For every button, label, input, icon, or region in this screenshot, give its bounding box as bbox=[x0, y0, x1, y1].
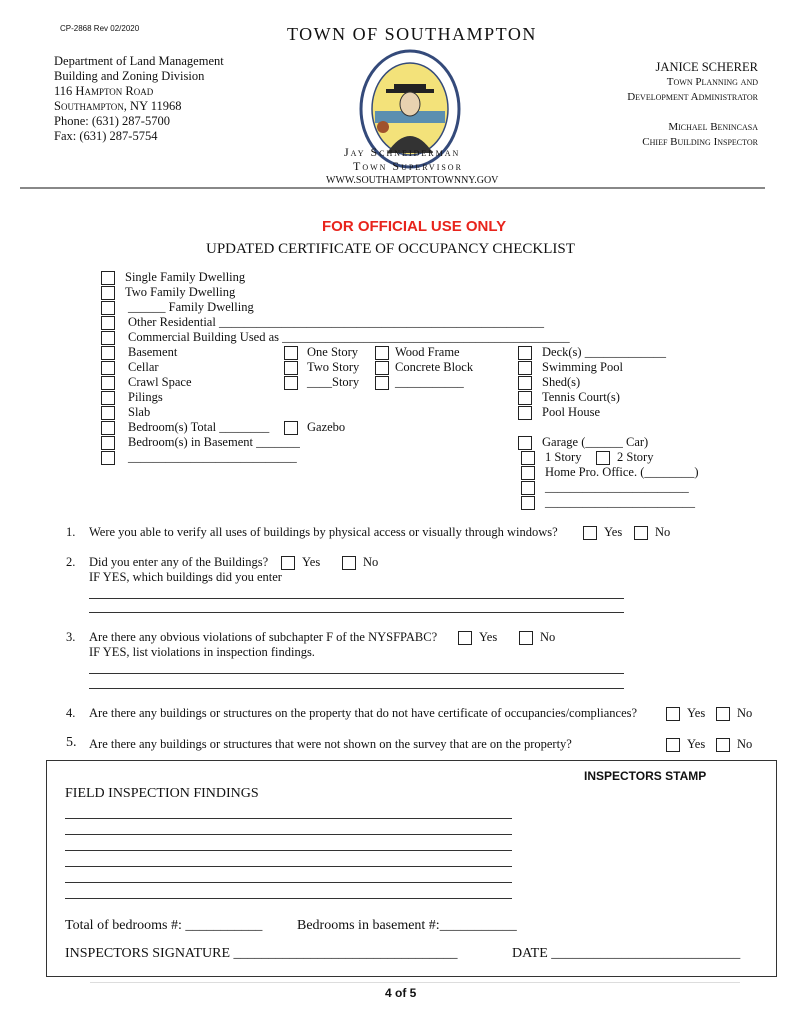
answer-line[interactable] bbox=[89, 612, 624, 613]
checklist-label: Home Pro. Office. (________) bbox=[545, 465, 699, 479]
checklist-label: ___________ bbox=[395, 375, 464, 389]
findings-line[interactable] bbox=[65, 882, 512, 883]
official-use-label: FOR OFFICIAL USE ONLY bbox=[322, 218, 507, 235]
yes-label: Yes bbox=[302, 555, 321, 569]
no-checkbox[interactable] bbox=[519, 631, 533, 645]
question-number: 1. bbox=[66, 525, 76, 539]
checklist-label: Wood Frame bbox=[395, 345, 460, 359]
checkbox[interactable] bbox=[375, 361, 389, 375]
footer-divider bbox=[90, 982, 740, 983]
checklist-label: Two Family Dwelling bbox=[125, 285, 236, 299]
dept-address bbox=[54, 54, 224, 144]
checkbox[interactable] bbox=[521, 466, 535, 480]
checklist-label: Crawl Space bbox=[128, 375, 192, 389]
checkbox[interactable] bbox=[518, 406, 532, 420]
checkbox[interactable] bbox=[101, 271, 115, 285]
yes-label: Yes bbox=[687, 706, 706, 720]
findings-line[interactable] bbox=[65, 834, 512, 835]
checkbox[interactable] bbox=[284, 361, 298, 375]
answer-line[interactable] bbox=[89, 598, 624, 599]
no-label: No bbox=[737, 737, 753, 751]
checklist-label: Tennis Court(s) bbox=[542, 390, 620, 404]
checkbox[interactable] bbox=[101, 436, 115, 450]
checkbox[interactable] bbox=[101, 406, 115, 420]
supervisor-title: Town Supervisor bbox=[353, 159, 463, 173]
checklist-label: Basement bbox=[128, 345, 178, 359]
checkbox[interactable] bbox=[101, 451, 115, 465]
findings-line[interactable] bbox=[65, 866, 512, 867]
question-number: 3. bbox=[66, 630, 76, 644]
checklist-label: ______ Family Dwelling bbox=[128, 300, 254, 314]
no-checkbox[interactable] bbox=[716, 707, 730, 721]
yes-checkbox[interactable] bbox=[281, 556, 295, 570]
dept-phone: Phone: (631) 287-5700 bbox=[54, 114, 170, 128]
findings-line[interactable] bbox=[65, 818, 512, 819]
official-title: Town Planning and bbox=[666, 76, 758, 88]
checklist-label: 2 Story bbox=[617, 450, 654, 464]
checklist-label: Bedroom(s) Total ________ bbox=[128, 420, 270, 434]
yes-label: Yes bbox=[604, 525, 623, 539]
total-bedrooms-field[interactable]: Total of bedrooms #: ___________ bbox=[65, 918, 263, 933]
checkbox[interactable] bbox=[101, 376, 115, 390]
checklist-label: ___________________________ bbox=[128, 450, 297, 464]
checkbox[interactable] bbox=[101, 316, 115, 330]
question-text: Were you able to verify all uses of buildings by physical access or visually through windows? bbox=[89, 525, 558, 539]
findings-line[interactable] bbox=[65, 850, 512, 851]
official-title: Development Administrator bbox=[627, 91, 758, 103]
checklist-label: Gazebo bbox=[307, 420, 346, 434]
official-title: Chief Building Inspector bbox=[642, 136, 758, 148]
date-field[interactable]: DATE ___________________________ bbox=[512, 946, 741, 961]
checkbox[interactable] bbox=[518, 346, 532, 360]
checklist-label: Concrete Block bbox=[395, 360, 474, 374]
no-label: No bbox=[655, 525, 671, 539]
dept-line: Building and Zoning Division bbox=[54, 69, 205, 83]
signature-field[interactable]: INSPECTORS SIGNATURE ________________________________ bbox=[65, 946, 458, 961]
checkbox[interactable] bbox=[101, 421, 115, 435]
dept-fax: Fax: (631) 287-5754 bbox=[54, 129, 158, 143]
question-text: Are there any buildings or structures on the property that do not have certificate of occupancies/compliances? bbox=[89, 706, 638, 720]
checklist-label: Pool House bbox=[542, 405, 600, 419]
checklist-label: Single Family Dwelling bbox=[125, 270, 246, 284]
checklist-title: UPDATED CERTIFICATE OF OCCUPANCY CHECKLIST bbox=[206, 241, 575, 257]
question-text: Did you enter any of the Buildings? bbox=[89, 555, 269, 569]
yes-checkbox[interactable] bbox=[666, 738, 680, 752]
findings-line[interactable] bbox=[65, 898, 512, 899]
checkbox[interactable] bbox=[518, 361, 532, 375]
question-text: Are there any obvious violations of subchapter F of the NYSFPABC? bbox=[89, 630, 438, 644]
checklist-label: Bedroom(s) in Basement _______ bbox=[128, 435, 300, 449]
checklist-label: Swimming Pool bbox=[542, 360, 623, 374]
form-code: CP-2868 Rev 02/2020 bbox=[60, 24, 140, 33]
answer-line[interactable] bbox=[89, 688, 624, 689]
no-label: No bbox=[540, 630, 556, 644]
checkbox[interactable] bbox=[101, 346, 115, 360]
dept-line: Southampton, NY 11968 bbox=[54, 99, 182, 113]
officials bbox=[627, 60, 758, 150]
official-name: JANICE SCHERER bbox=[655, 60, 758, 74]
question-subtext: IF YES, list violations in inspection findings. bbox=[89, 645, 315, 659]
town-title: TOWN OF SOUTHAMPTON bbox=[287, 24, 537, 44]
question-subtext: IF YES, which buildings did you enter bbox=[89, 570, 282, 584]
checklist-label: Deck(s) _____________ bbox=[542, 345, 666, 359]
no-label: No bbox=[363, 555, 379, 569]
checkbox[interactable] bbox=[518, 391, 532, 405]
question-number: 4. bbox=[66, 706, 76, 720]
yes-checkbox[interactable] bbox=[458, 631, 472, 645]
inspectors-stamp-label: INSPECTORS STAMP bbox=[584, 769, 707, 783]
checkbox[interactable] bbox=[521, 496, 535, 510]
checklist-label: _______________________ bbox=[545, 480, 689, 494]
checkbox[interactable] bbox=[521, 451, 535, 465]
checkbox[interactable] bbox=[284, 421, 298, 435]
checklist-label: Slab bbox=[128, 405, 151, 419]
yes-checkbox[interactable] bbox=[666, 707, 680, 721]
supervisor-name: Jay Schneiderman bbox=[344, 145, 461, 159]
no-checkbox[interactable] bbox=[634, 526, 648, 540]
checklist-label: Garage (______ Car) bbox=[542, 435, 649, 449]
yes-checkbox[interactable] bbox=[583, 526, 597, 540]
yes-label: Yes bbox=[479, 630, 498, 644]
dept-line: 116 Hampton Road bbox=[54, 84, 154, 98]
checkbox[interactable] bbox=[375, 376, 389, 390]
checkbox[interactable] bbox=[518, 436, 532, 450]
basement-bedrooms-field[interactable]: Bedrooms in basement #:___________ bbox=[297, 918, 517, 933]
checklist-label: Other Residential ____________________________________________________ bbox=[128, 315, 544, 329]
no-label: No bbox=[737, 706, 753, 720]
checklist-label: One Story bbox=[307, 345, 359, 359]
checkbox[interactable] bbox=[101, 301, 115, 315]
question-number: 2. bbox=[66, 555, 76, 569]
header-divider bbox=[20, 187, 765, 189]
dept-line: Department of Land Management bbox=[54, 54, 224, 68]
checklist-label: 1 Story bbox=[545, 450, 582, 464]
findings-title: FIELD INSPECTION FINDINGS bbox=[65, 786, 259, 801]
checklist-label: ________________________ bbox=[545, 495, 695, 509]
website-link[interactable]: WWW.SOUTHAMPTONTOWNNY.GOV bbox=[326, 175, 499, 186]
checklist-label: Commercial Building Used as ______________________________________________ bbox=[128, 330, 570, 344]
checklist-label: Shed(s) bbox=[542, 375, 581, 389]
checkbox[interactable] bbox=[101, 286, 115, 300]
checkbox[interactable] bbox=[596, 451, 610, 465]
yes-label: Yes bbox=[687, 737, 706, 751]
checkbox[interactable] bbox=[284, 346, 298, 360]
checkbox[interactable] bbox=[284, 376, 298, 390]
checkbox[interactable] bbox=[518, 376, 532, 390]
question-number: 5. bbox=[66, 735, 77, 750]
checklist-label: Cellar bbox=[128, 360, 159, 374]
page-number: 4 of 5 bbox=[385, 986, 417, 1000]
checklist-label: Two Story bbox=[307, 360, 360, 374]
checklist-label: Pilings bbox=[128, 390, 163, 404]
answer-line[interactable] bbox=[89, 673, 624, 674]
checkbox[interactable] bbox=[101, 331, 115, 345]
checkbox[interactable] bbox=[375, 346, 389, 360]
question-text: Are there any buildings or structures that were not shown on the survey that are on the property? bbox=[89, 737, 572, 751]
checkbox[interactable] bbox=[101, 391, 115, 405]
checklist-label: ____Story bbox=[307, 375, 360, 389]
official-name: Michael Benincasa bbox=[668, 121, 758, 133]
checkbox[interactable] bbox=[101, 361, 115, 375]
no-checkbox[interactable] bbox=[716, 738, 730, 752]
no-checkbox[interactable] bbox=[342, 556, 356, 570]
checkbox[interactable] bbox=[521, 481, 535, 495]
